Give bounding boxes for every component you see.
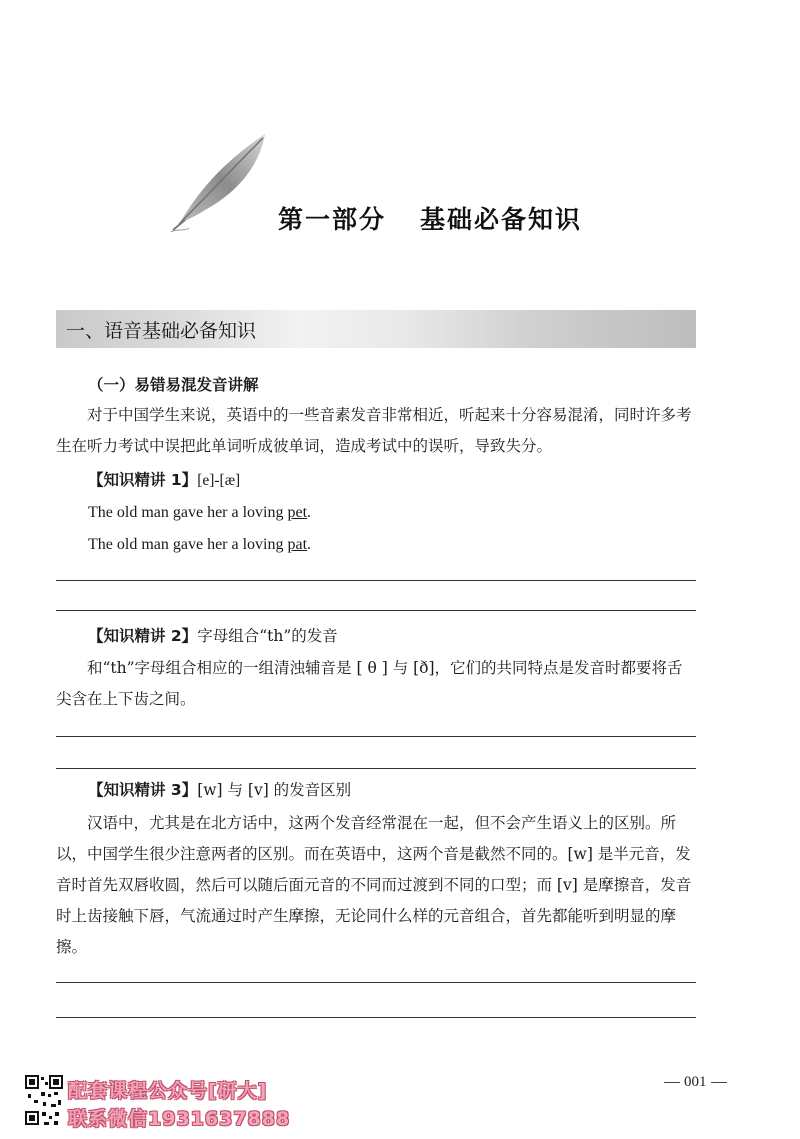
knowledge-point-2-heading <box>88 624 338 646</box>
part-title <box>0 200 800 236</box>
promo-line-1: 配套课程公众号[研大] <box>68 1080 268 1102</box>
note-line <box>56 736 696 737</box>
section-heading: 一、语音基础必备知识 <box>66 320 257 342</box>
note-line <box>56 768 696 769</box>
footer-promo <box>24 1072 324 1132</box>
note-line <box>56 1017 696 1018</box>
kp1-tag: 【知识精讲 1】 <box>88 471 198 489</box>
part-number: 第一部分 <box>277 205 386 234</box>
note-line <box>56 610 696 611</box>
kp1-s1-word: pet <box>287 504 308 521</box>
qr-code-icon <box>24 1072 64 1130</box>
kp1-s2-word: pat <box>287 536 308 553</box>
kp3-body: 汉语中，尤其是在北方话中，这两个发音经常混在一起，但不会产生语义上的区别。所以，中国学生很少注意两者的区别。而在英语中，这两个音是截然不同的。[w] 是半元音，发音时首先双唇收圆，然后可以随后面元音的不同而过渡到不同的口型；而 [v] 是摩擦音，发音时上齿接触下唇，气流通过时产生摩擦，无论同什么样的元音组合，首先都能听到明显的摩擦。 <box>56 814 692 956</box>
kp1-title: [e]-[æ] <box>197 472 241 489</box>
intro-paragraph: 对于中国学生来说，英语中的一些音素发音非常相近，听起来十分容易混淆，同时许多考生在听力考试中误把此单词听成彼单词，造成考试中的误听，导致失分。 <box>56 406 692 455</box>
note-line <box>56 982 696 983</box>
section-heading-bar <box>56 310 696 348</box>
kp2-body: 和“th”字母组合相应的一组清浊辅音是 [ θ ] 与 [ð]，它们的共同特点是发音时都要将舌尖含在上下齿之间。 <box>56 659 683 708</box>
kp2-title: 字母组合“th”的发音 <box>197 627 338 645</box>
kp2-tag: 【知识精讲 2】 <box>88 627 198 645</box>
knowledge-point-1-heading <box>88 468 240 490</box>
knowledge-point-3-heading <box>88 778 351 800</box>
promo-line-2: 联系微信1931637888 <box>68 1108 291 1130</box>
kp3-title: [w] 与 [v] 的发音区别 <box>197 781 352 799</box>
page-number: 001 <box>660 1074 731 1091</box>
part-name: 基础必备知识 <box>420 205 583 234</box>
subsection-heading: （一）易错易混发音讲解 <box>88 376 259 394</box>
kp1-example-sentence-2 <box>88 536 311 554</box>
kp1-s1-suffix: . <box>307 504 312 521</box>
note-line <box>56 580 696 581</box>
kp1-example-sentence-1 <box>88 504 311 522</box>
kp1-s1-prefix: The old man gave her a loving <box>88 504 288 521</box>
kp3-tag: 【知识精讲 3】 <box>88 781 198 799</box>
kp1-s2-prefix: The old man gave her a loving <box>88 536 288 553</box>
kp1-s2-suffix: . <box>307 536 312 553</box>
